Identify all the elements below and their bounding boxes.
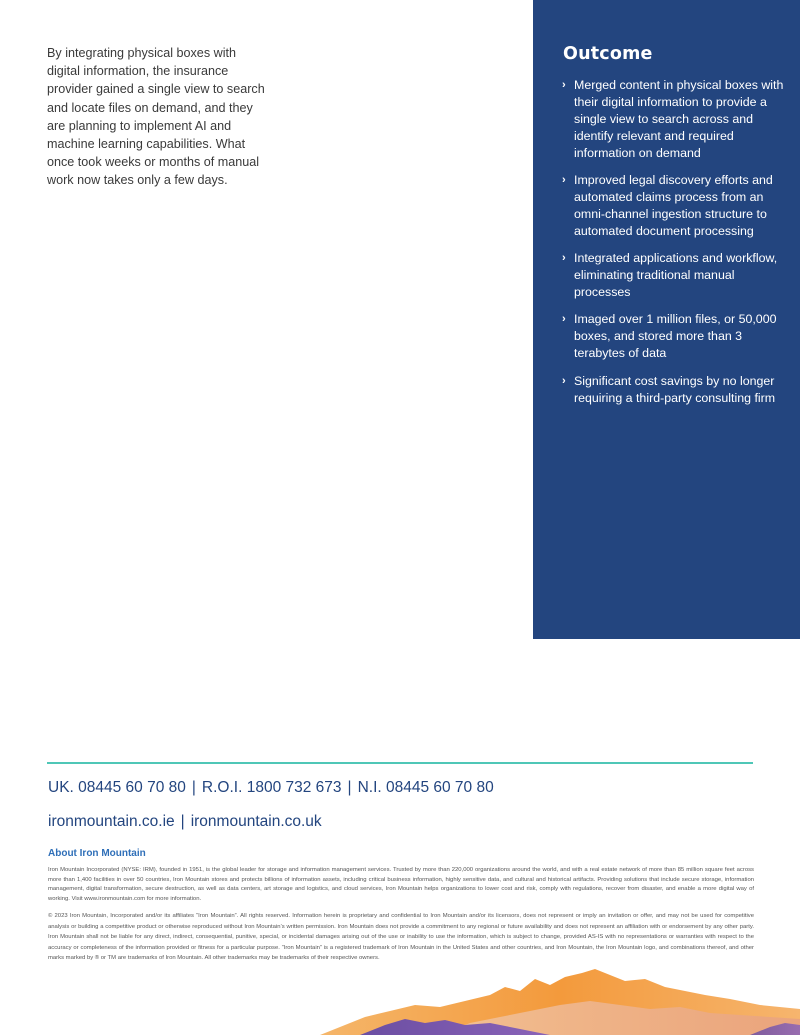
chevron-right-icon: › <box>562 79 566 91</box>
phone-ni[interactable]: N.I. 08445 60 70 80 <box>357 779 494 796</box>
separator: | <box>191 779 196 796</box>
outcome-item-text: Integrated applications and workflow, eliminating traditional manual processes <box>574 251 778 299</box>
outcome-item-text: Significant cost savings by no longer requiring a third-party consulting firm <box>574 373 776 405</box>
website-link-ie[interactable]: ironmountain.co.ie <box>48 813 175 830</box>
outcome-item <box>562 373 794 407</box>
chevron-right-icon: › <box>562 252 566 265</box>
outcome-item <box>562 172 794 240</box>
outcome-item-text: Improved legal discovery efforts and automated claims process from an omni-channel ingestion structure to automated document processing <box>574 173 773 238</box>
outcome-list <box>562 77 794 417</box>
outcome-item <box>562 311 794 362</box>
outcome-title: Outcome <box>563 44 653 64</box>
website-links <box>48 813 322 831</box>
about-title: About Iron Mountain <box>48 848 146 859</box>
outcome-item-text: Merged content in physical boxes with their digital information to provide a single view to search across and identify relevant and required information on demand <box>574 78 784 160</box>
about-text: Iron Mountain Incorporated (NYSE: IRM), founded in 1951, is the global leader for storage and information management services. Trusted by more than 220,000 organizations around the world, and with a real estate network of more than 85 million square feet across more than 1,400 facilities in over 50 countries, Iron Mountain stores and protects billions of information assets, including critical business information, highly sensitive data, and cultural and historical artifacts. Providing solutions that include secure storage, information management, digital transformation, secure destruction, as well as data centers, art storage and logistics, and cloud services, Iron Mountain helps organizations to lower cost and risk, comply with regulations, recover from disaster, and enable a more digital way of working. Visit www.ironmountain.com for more information. <box>48 867 754 902</box>
chevron-right-icon: › <box>562 174 566 187</box>
outcome-item <box>562 77 794 162</box>
legal-text: © 2023 Iron Mountain, Incorporated and/or its affiliates “Iron Mountain”. All rights reserved. Information herein is proprietary and confidential to Iron Mountain and/or its licensors, does not represent or imply an invitation or offer, and may not be used for competitive analysis or building a competitive product or otherwise reproduced without Iron Mountain’s written permission. Iron Mountain does not provide a commitment to any regional or future availability and does not represent an affiliation with or endorsement by any other party. Iron Mountain shall not be liable for any direct, indirect, consequential, punitive, special, or incidental damages arising out of the use or inability to use the information, which is subject to change, provided AS-IS with no representations or warranties with respect to the accuracy or completeness of the information provided or fitness for a particular purpose. “Iron Mountain” is a registered trademark of Iron Mountain in the United States and other countries, and Iron Mountain, the Iron Mountain logo, and combinations thereof, and other marks marked by ® or TM are trademarks of Iron Mountain. All other trademarks may be trademarks of their respective owners. <box>48 913 754 962</box>
outcome-item-text: Imaged over 1 million files, or 50,000 boxes, and stored more than 3 terabytes of data <box>574 312 777 361</box>
mountain-graphic <box>320 965 800 1035</box>
phone-contacts <box>48 779 494 797</box>
outcome-panel <box>533 0 800 639</box>
separator: | <box>180 813 185 830</box>
phone-uk[interactable]: UK. 08445 60 70 80 <box>48 779 186 796</box>
outcome-item <box>562 250 794 301</box>
website-link-uk[interactable]: ironmountain.co.uk <box>190 813 322 830</box>
phone-roi[interactable]: R.O.I. 1800 732 673 <box>201 779 342 796</box>
chevron-right-icon: › <box>562 313 566 326</box>
chevron-right-icon: › <box>562 374 566 387</box>
intro-paragraph: By integrating physical boxes with digital information, the insurance provider gained a single view to search and locate files on demand, and they are planning to implement AI and machine learning capabilities. What once took weeks or months of manual work now takes only a few days. <box>47 46 265 188</box>
divider-rule <box>47 762 753 764</box>
separator: | <box>347 779 352 796</box>
